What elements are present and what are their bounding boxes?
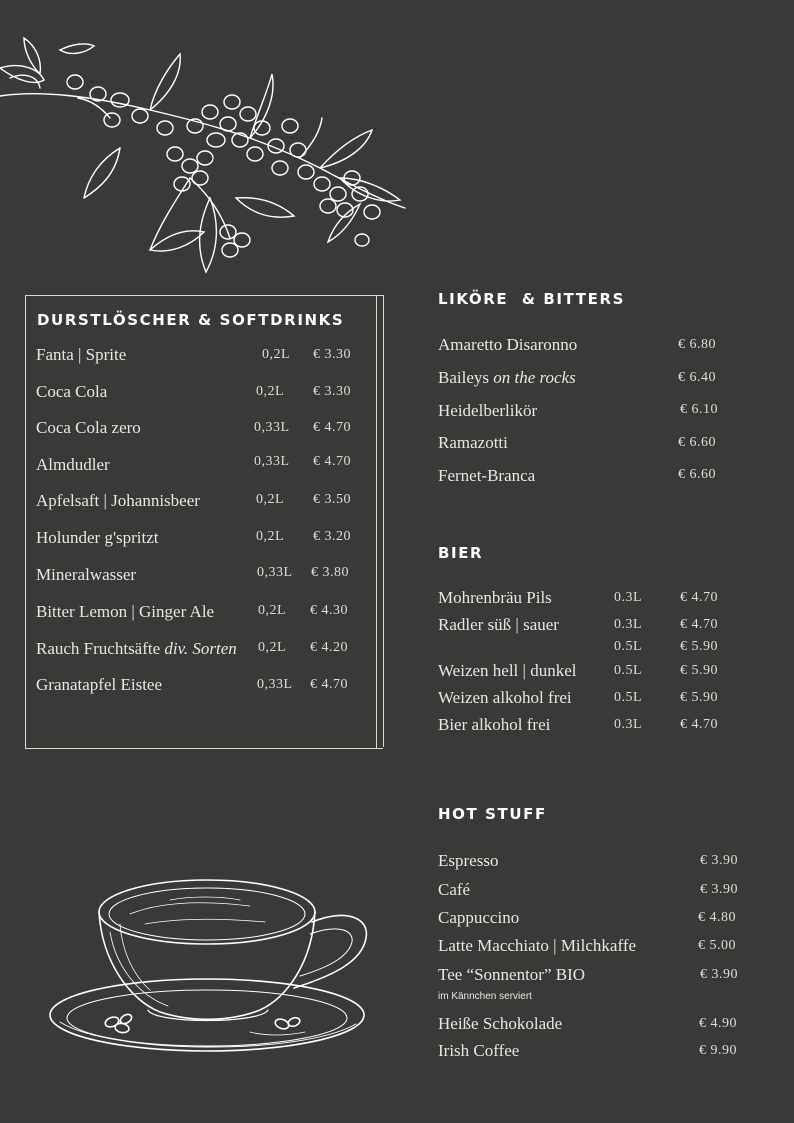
softdrink-price: € 3.20 [313, 529, 351, 544]
liqueur-name-main: Baileys [438, 368, 489, 387]
beer-name: Weizen hell | dunkel [438, 661, 577, 680]
hot-price: € 3.90 [700, 853, 738, 868]
liqueur-name: Heidelberlikör [438, 401, 538, 420]
liqueur-price: € 6.60 [678, 435, 716, 450]
berry-branch-illustration [0, 28, 420, 308]
beer-price: € 5.90 [680, 663, 718, 678]
hot-price: € 3.90 [700, 967, 738, 982]
softdrink-volume: 0,2L [256, 529, 285, 544]
beer-volume: 0.3L [614, 617, 643, 632]
softdrink-volume: 0,2L [258, 603, 287, 618]
beer-volume: 0.3L [614, 717, 643, 732]
softdrink-volume: 0,2L [262, 347, 291, 362]
softdrink-volume: 0,33L [257, 565, 293, 580]
liqueur-price: € 6.60 [678, 467, 716, 482]
softdrink-price: € 3.30 [313, 347, 351, 362]
softdrink-volume: 0,2L [258, 640, 287, 655]
softdrink-name-main: Rauch Fruchtsäfte [36, 639, 161, 658]
softdrink-price: € 4.70 [313, 420, 351, 435]
beer-price: € 4.70 [680, 617, 718, 632]
softdrink-name [36, 639, 237, 659]
softdrink-volume: 0,2L [256, 492, 285, 507]
coffee-cup-illustration [50, 872, 380, 1062]
liqueur-price: € 6.80 [678, 337, 716, 352]
softdrink-price: € 4.20 [310, 640, 348, 655]
hot-name: Café [438, 880, 471, 899]
softdrink-name: Apfelsaft | Johannisbeer [36, 491, 200, 510]
beer-name: Mohrenbräu Pils [438, 588, 552, 607]
beer-volume: 0.5L [614, 639, 643, 654]
softdrinks-title: DURSTLÖSCHER & SOFTDRINKS [37, 311, 345, 329]
softdrink-name: Coca Cola zero [36, 418, 141, 437]
softdrink-price: € 4.70 [313, 454, 351, 469]
beer-volume: 0.5L [614, 690, 643, 705]
liqueur-price: € 6.10 [680, 402, 718, 417]
hot-price: € 4.80 [698, 910, 736, 925]
hot-name: Heiße Schokolade [438, 1014, 563, 1033]
softdrink-name: Mineralwasser [36, 565, 137, 584]
hot-price: € 5.00 [698, 938, 736, 953]
beer-price: € 4.70 [680, 590, 718, 605]
softdrink-name: Granatapfel Eistee [36, 675, 163, 694]
hot-price: € 4.90 [699, 1016, 737, 1031]
hot-title: HOT STUFF [438, 805, 547, 823]
liqueur-name: Ramazotti [438, 433, 508, 452]
softdrink-name: Coca Cola [36, 382, 108, 401]
softdrink-price: € 3.30 [313, 384, 351, 399]
liqueur-price: € 6.40 [678, 370, 716, 385]
liqueur-name [438, 368, 576, 388]
beer-price: € 5.90 [680, 639, 718, 654]
beer-price: € 5.90 [680, 690, 718, 705]
hot-note: im Kännchen serviert [438, 991, 532, 1002]
beer-volume: 0.3L [614, 590, 643, 605]
softdrink-name: Holunder g'spritzt [36, 528, 159, 547]
hot-name: Tee “Sonnentor” BIO [438, 965, 586, 984]
softdrink-name: Fanta | Sprite [36, 345, 127, 364]
softdrink-name-italic: div. Sorten [164, 639, 237, 658]
softdrink-price: € 4.30 [310, 603, 348, 618]
liqueur-name: Amaretto Disaronno [438, 335, 578, 354]
softdrink-volume: 0,33L [254, 420, 290, 435]
softdrink-name: Almdudler [36, 455, 110, 474]
liqueur-name-italic: on the rocks [493, 368, 576, 387]
hot-name: Cappuccino [438, 908, 520, 927]
softdrink-volume: 0,33L [254, 454, 290, 469]
softdrink-volume: 0,2L [256, 384, 285, 399]
hot-price: € 3.90 [700, 882, 738, 897]
softdrink-name: Bitter Lemon | Ginger Ale [36, 602, 215, 621]
softdrink-price: € 4.70 [310, 677, 348, 692]
beer-name: Bier alkohol frei [438, 715, 551, 734]
hot-price: € 9.90 [699, 1043, 737, 1058]
hot-name: Irish Coffee [438, 1041, 520, 1060]
softdrink-volume: 0,33L [257, 677, 293, 692]
softdrink-price: € 3.80 [311, 565, 349, 580]
liqueurs-title: LIKÖRE & BITTERS [438, 290, 626, 308]
hot-name: Espresso [438, 851, 499, 870]
beer-name: Radler süß | sauer [438, 615, 559, 634]
liqueur-name: Fernet-Branca [438, 466, 536, 485]
beer-price: € 4.70 [680, 717, 718, 732]
beer-name: Weizen alkohol frei [438, 688, 572, 707]
hot-name: Latte Macchiato | Milchkaffe [438, 936, 637, 955]
softdrink-price: € 3.50 [313, 492, 351, 507]
beer-title: BIER [438, 544, 484, 562]
beer-volume: 0.5L [614, 663, 643, 678]
